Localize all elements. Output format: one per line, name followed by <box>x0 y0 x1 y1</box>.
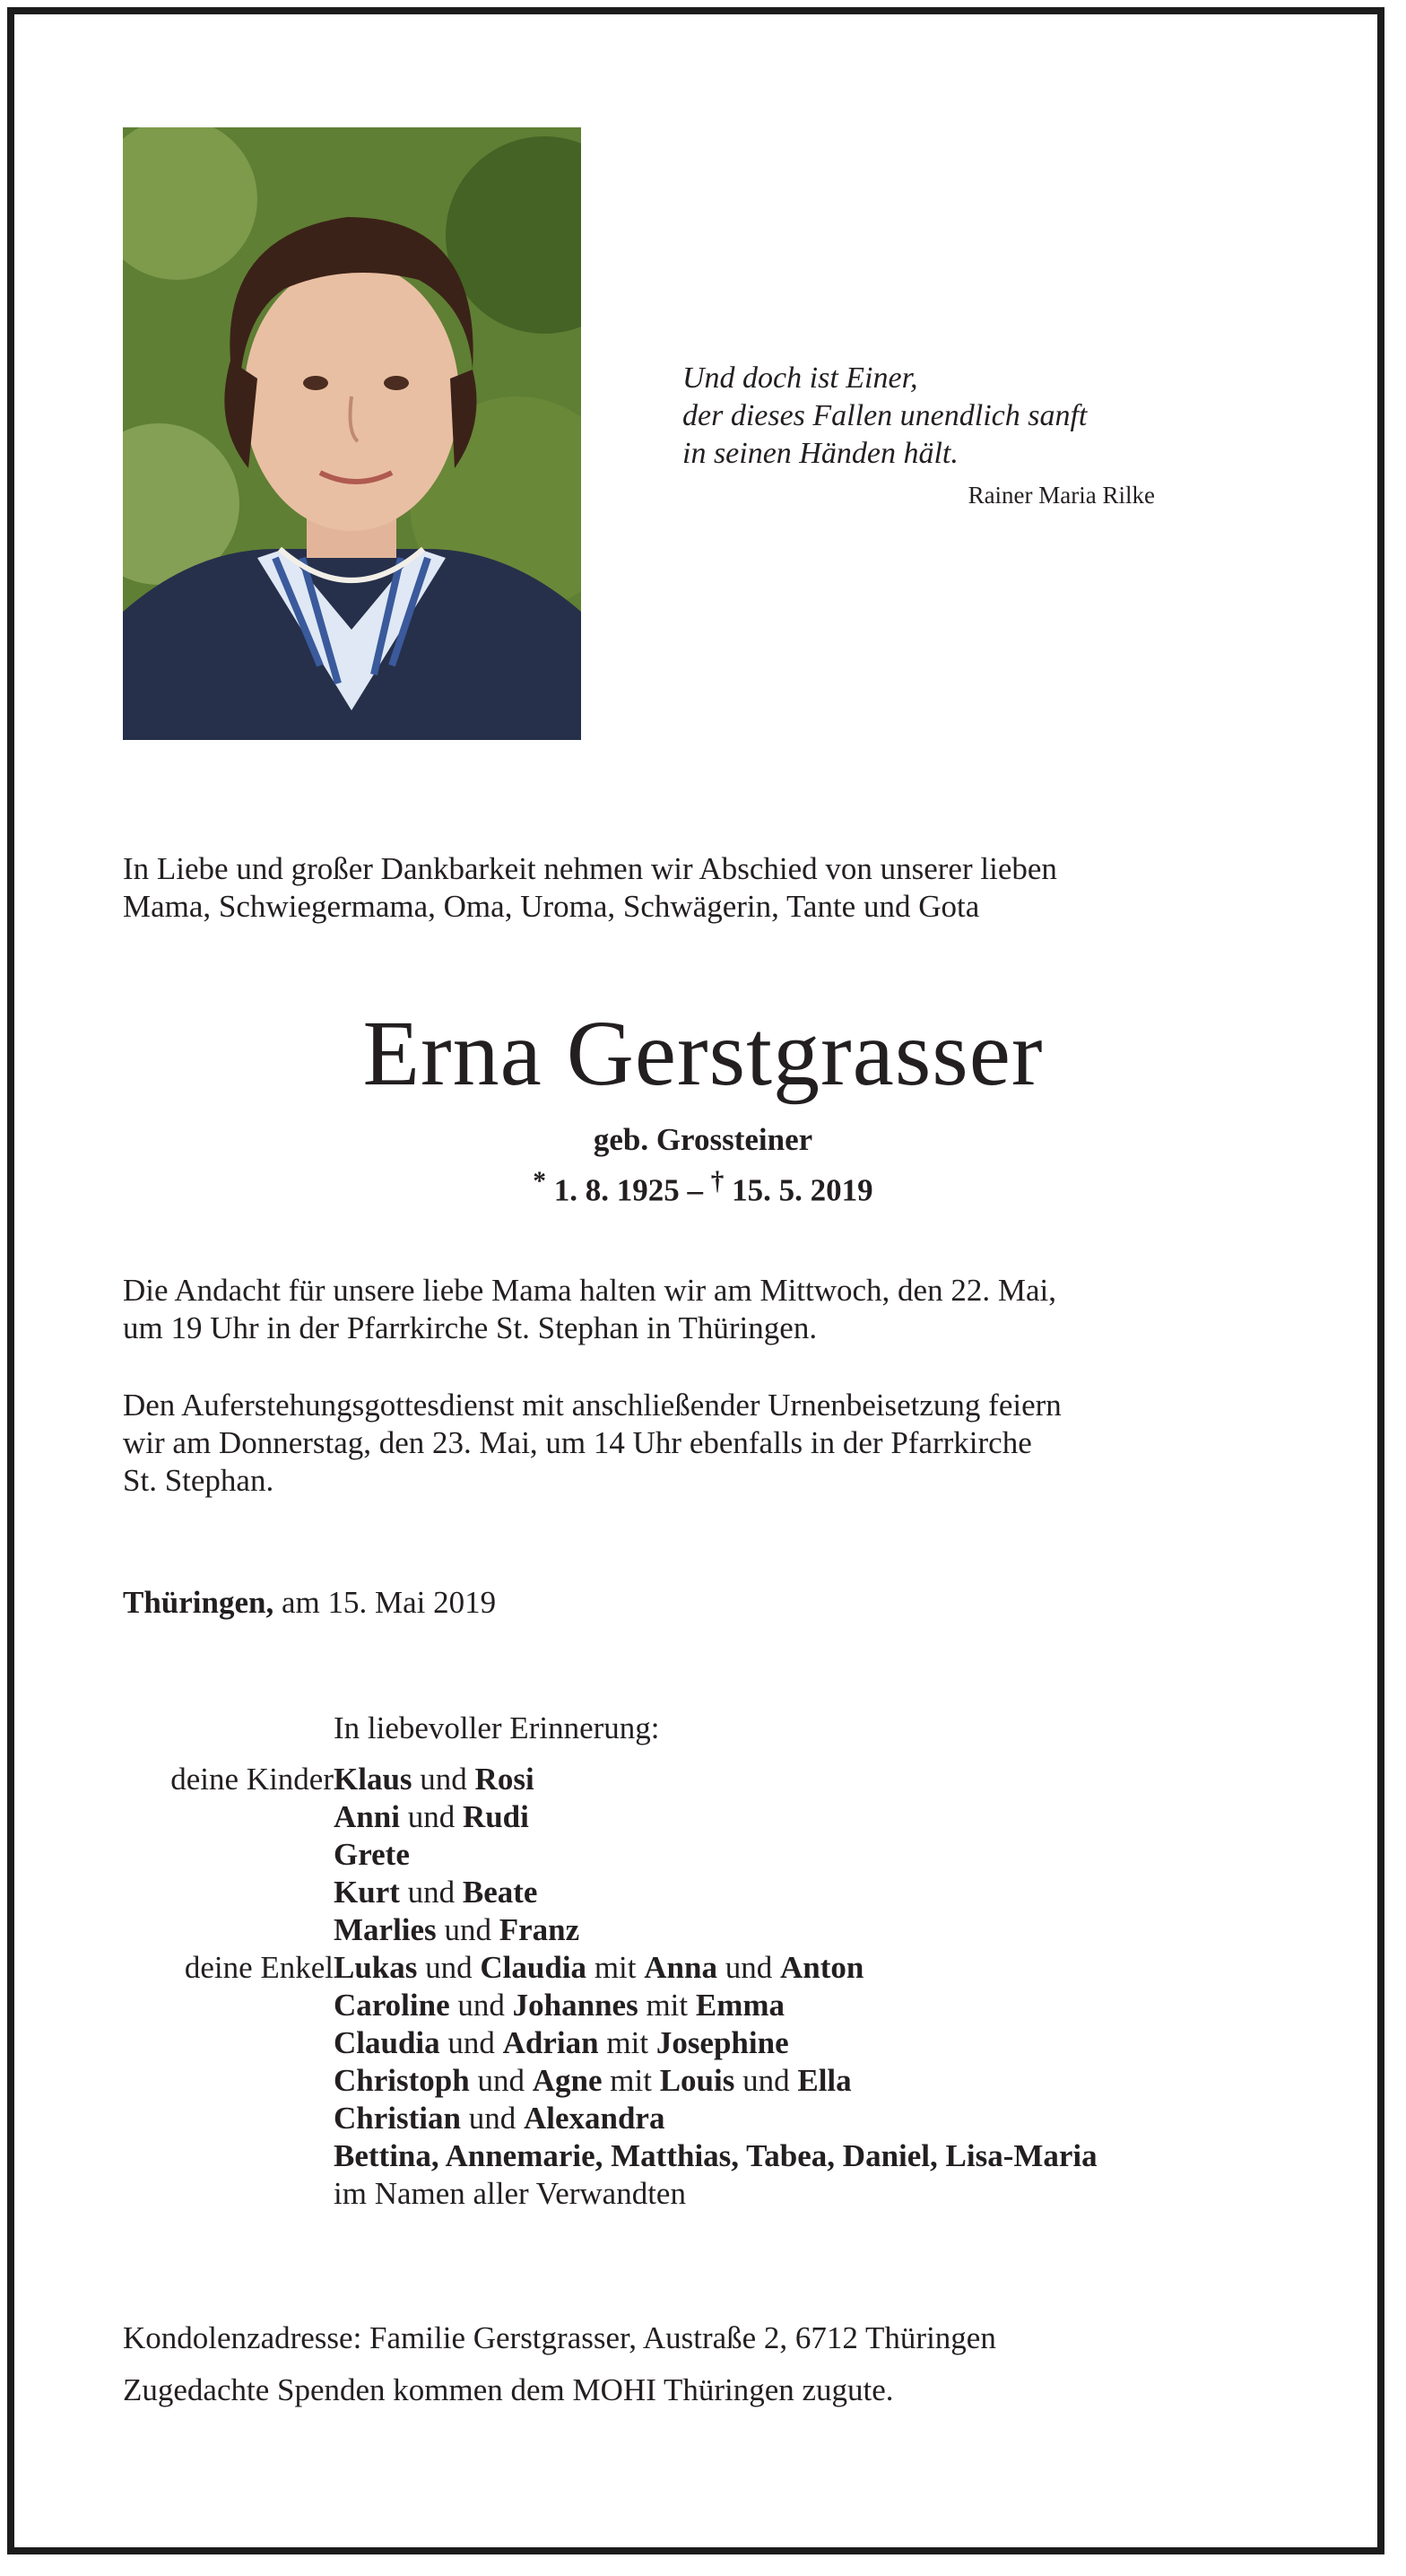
children-row <box>123 1798 1342 1836</box>
connector-text: und <box>734 2063 798 2098</box>
condolence-address: Kondolenzadresse: Familie Gerstgrasser, Austraße 2, 6712 Thüringen <box>123 2320 996 2355</box>
connector-text: mit <box>638 1988 696 2023</box>
family-names <box>334 1874 537 1911</box>
family-member-name: Rosi <box>474 1762 534 1797</box>
family-group-label <box>123 2137 334 2175</box>
portrait-image <box>123 127 581 740</box>
grandchildren-row <box>123 2024 1342 2062</box>
birth-symbol: * <box>533 1167 546 1196</box>
family-member-name: Alexandra <box>523 2101 665 2136</box>
connector-text: mit <box>598 2025 656 2060</box>
quote-author: Rainer Maria Rilke <box>968 482 1155 509</box>
paragraph-line: Den Auferstehungsgottesdienst mit anschließender Urnenbeisetzung feiern <box>123 1388 1062 1423</box>
connector-text: und <box>439 2025 503 2060</box>
grandchildren-row <box>123 2062 1342 2100</box>
service-paragraph <box>123 1387 1301 1500</box>
family-group-label <box>123 1798 334 1836</box>
birth-name: geb. Grossteiner <box>593 1122 813 1157</box>
family-member-name: Bettina, Annemarie, Matthias, Tabea, Daniel, Lisa-Maria <box>334 2138 1098 2173</box>
family-group-label <box>123 1874 334 1911</box>
connector-text: und <box>417 1950 481 1985</box>
family-group-label <box>123 2175 334 2213</box>
children-row <box>123 1761 1342 1798</box>
family-member-name: Christian <box>334 2101 461 2136</box>
family-member-name: Adrian <box>502 2025 599 2060</box>
family-list <box>123 1761 1342 2213</box>
family-names <box>334 2100 664 2137</box>
grandchildren-row <box>123 2137 1342 2175</box>
family-names <box>334 1761 534 1798</box>
connector-text: und <box>460 2101 524 2136</box>
family-member-name: Anna <box>644 1950 717 1985</box>
rilke-quote <box>682 360 1185 473</box>
intro-line: In Liebe und großer Dankbarkeit nehmen wir Abschied von unserer lieben <box>123 851 1057 886</box>
connector-text: und <box>716 1950 780 1985</box>
connector-text: und <box>399 1875 463 1910</box>
family-group-label: deine Enkel <box>184 1950 334 1985</box>
place: Thüringen, <box>123 1585 274 1620</box>
family-member-name: Agne <box>532 2063 603 2098</box>
paragraph-line: Die Andacht für unsere liebe Mama halten wir am Mittwoch, den 22. Mai, <box>123 1273 1056 1308</box>
connector-text: und <box>399 1799 463 1834</box>
family-group-label <box>123 2062 334 2100</box>
family-group-label <box>123 1911 334 1949</box>
quote-line: der dieses Fallen unendlich sanft <box>682 399 1088 432</box>
family-member-name: Johannes <box>512 1988 638 2023</box>
family-member-name: Caroline <box>334 1988 450 2023</box>
connector-text: und <box>436 1912 499 1947</box>
family-member-name: Grete <box>334 1837 410 1872</box>
family-member-name: Marlies <box>334 1912 437 1947</box>
intro-text <box>123 850 1315 926</box>
death-symbol: † <box>710 1167 725 1196</box>
connector-text: und <box>469 2063 533 2098</box>
connector-text: mit <box>602 2063 660 2098</box>
connector-text: mit <box>586 1950 645 1985</box>
family-group-label: deine Kinder <box>170 1762 334 1797</box>
family-names <box>334 1949 864 1987</box>
family-member-name: Anton <box>779 1950 864 1985</box>
life-dates <box>14 1162 1392 1210</box>
deceased-name: Erna Gerstgrasser <box>362 1002 1044 1105</box>
family-names <box>334 1798 529 1836</box>
children-row <box>123 1836 1342 1874</box>
family-names <box>334 2137 1098 2175</box>
family-member-name: Emma <box>695 1988 785 2023</box>
family-group-label <box>123 2024 334 2062</box>
date-dash: – <box>687 1172 703 1208</box>
donations-note: Zugedachte Spenden kommen dem MOHI Thüringen zugute. <box>123 2372 894 2407</box>
obituary-notice <box>7 7 1384 2554</box>
family-member-name: Klaus <box>334 1762 412 1797</box>
death-date: 15. 5. 2019 <box>732 1172 873 1208</box>
paragraph-line: um 19 Uhr in der Pfarrkirche St. Stephan in Thüringen. <box>123 1310 818 1345</box>
family-names <box>334 2062 852 2100</box>
family-member-name: Claudia <box>480 1950 587 1985</box>
family-member-name: Beate <box>462 1875 538 1910</box>
relatives-row <box>123 2175 1342 2213</box>
quote-line: in seinen Händen hält. <box>682 437 959 470</box>
intro-line: Mama, Schwiegermama, Oma, Uroma, Schwägerin, Tante und Gota <box>123 889 980 924</box>
grandchildren-row <box>123 1987 1342 2024</box>
family-member-name: Christoph <box>334 2063 470 2098</box>
family-names <box>334 1836 410 1874</box>
place-date-line <box>123 1584 496 1622</box>
family-group-label <box>123 2100 334 2137</box>
children-row <box>123 1874 1342 1911</box>
devotion-paragraph <box>123 1272 1301 1347</box>
quote-line: Und doch ist Einer, <box>682 361 918 395</box>
birth-date: 1. 8. 1925 <box>553 1172 680 1208</box>
family-member-name: Rudi <box>462 1799 529 1834</box>
children-row <box>123 1911 1342 1949</box>
paragraph-line: wir am Donnerstag, den 23. Mai, um 14 Uhr ebenfalls in der Pfarrkirche <box>123 1425 1032 1460</box>
family-member-name: Louis <box>659 2063 735 2098</box>
paragraph-line: St. Stephan. <box>123 1463 274 1498</box>
family-group-label <box>123 1836 334 1874</box>
family-member-name: Anni <box>334 1799 400 1834</box>
date: am 15. Mai 2019 <box>282 1585 497 1620</box>
memory-heading: In liebevoller Erinnerung: <box>334 1710 660 1745</box>
family-names <box>334 2024 789 2062</box>
family-names <box>334 1987 785 2024</box>
family-member-name: Josephine <box>655 2025 789 2060</box>
family-names <box>334 1911 579 1949</box>
family-member-name: Claudia <box>334 2025 440 2060</box>
connector-text: und <box>449 1988 513 2023</box>
family-member-name: Franz <box>499 1912 580 1947</box>
family-member-name: Ella <box>797 2063 852 2098</box>
grandchildren-row <box>123 2100 1342 2137</box>
portrait-photo <box>123 127 581 740</box>
connector-text: und <box>412 1762 475 1797</box>
family-group-label <box>123 1987 334 2024</box>
grandchildren-row <box>123 1949 1342 1987</box>
relatives-line: im Namen aller Verwandten <box>334 2176 686 2211</box>
family-member-name: Lukas <box>334 1950 418 1985</box>
family-member-name: Kurt <box>334 1875 400 1910</box>
